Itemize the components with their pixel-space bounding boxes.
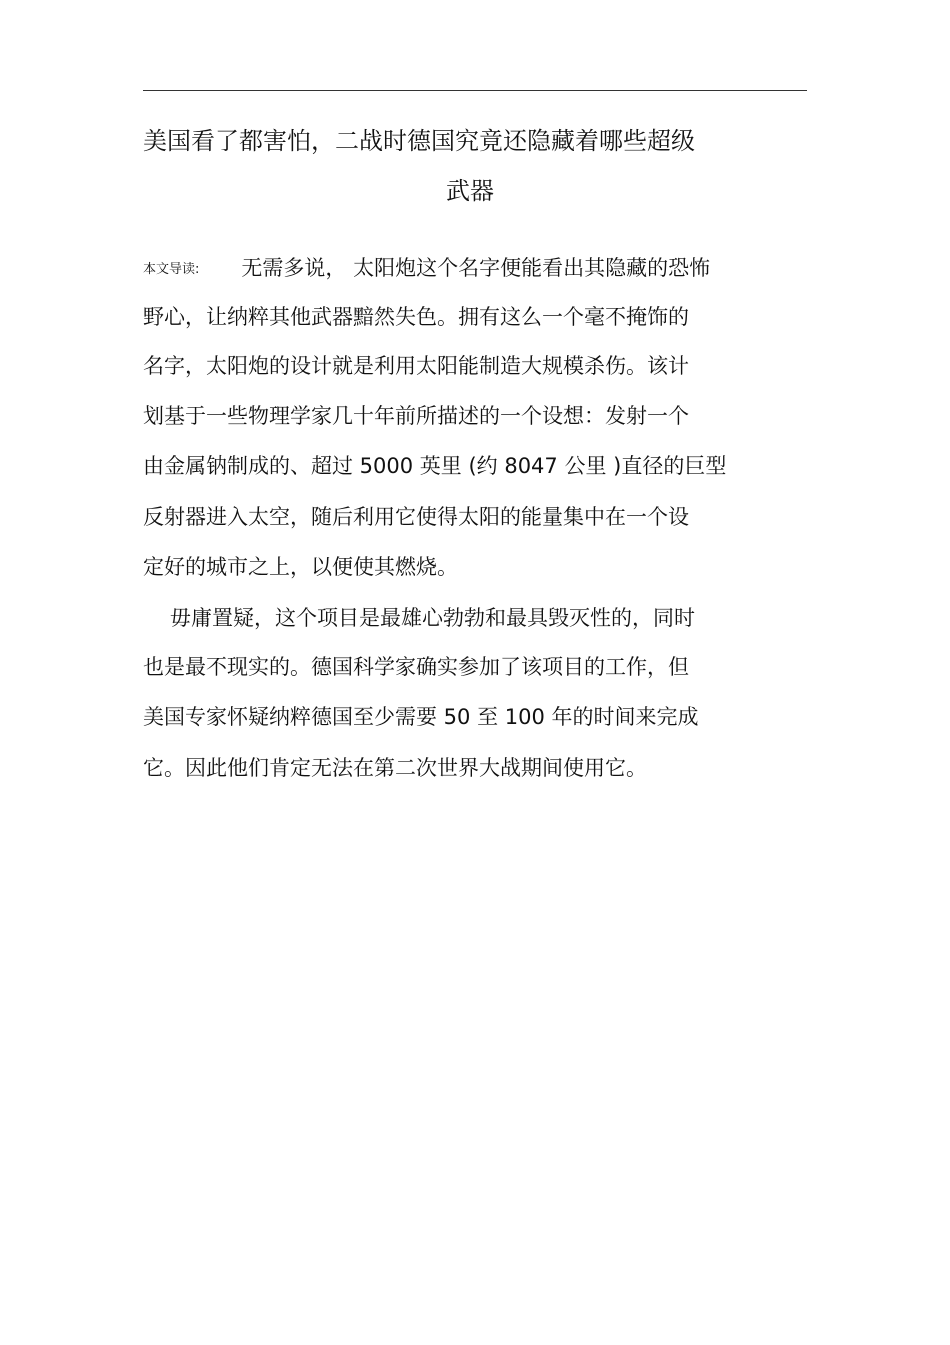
article-title-line-2: 武器	[446, 177, 494, 205]
paragraph-1-line-4: 划基于一些物理学家几十年前所描述的一个设想：发射一个	[143, 404, 689, 428]
lead-label: 本文导读:	[143, 262, 200, 277]
paragraph-1-line-6: 反射器进入太空，随后利用它使得太阳的能量集中在一个设	[143, 505, 689, 529]
paragraph-2-line-1: 毋庸置疑，这个项目是最雄心勃勃和最具毁灭性的，同时	[170, 606, 695, 630]
paragraph-1-line-3: 名字，太阳炮的设计就是利用太阳能制造大规模杀伤。该计	[143, 354, 689, 378]
paragraph-1-line-7: 定好的城市之上，以便使其燃烧。	[143, 555, 458, 579]
lead-line	[143, 254, 710, 286]
paragraph-1-line-1: 无需多说， 太阳炮这个名字便能看出其隐藏的恐怖	[241, 256, 711, 280]
paragraph-1-line-5: 由金属钠制成的、超过 5000 英里 (约 8047 公里 )直径的巨型	[143, 454, 727, 478]
article-title-line-1: 美国看了都害怕，二战时德国究竟还隐藏着哪些超级	[143, 127, 695, 155]
header-rule	[143, 90, 807, 91]
paragraph-2-line-3: 美国专家怀疑纳粹德国至少需要 50 至 100 年的时间来完成	[143, 705, 699, 729]
paragraph-2-line-4: 它。因此他们肯定无法在第二次世界大战期间使用它。	[143, 756, 647, 780]
paragraph-2-line-2: 也是最不现实的。德国科学家确实参加了该项目的工作，但	[143, 655, 689, 679]
paragraph-1-line-2: 野心，让纳粹其他武器黯然失色。拥有这么一个毫不掩饰的	[143, 305, 689, 329]
